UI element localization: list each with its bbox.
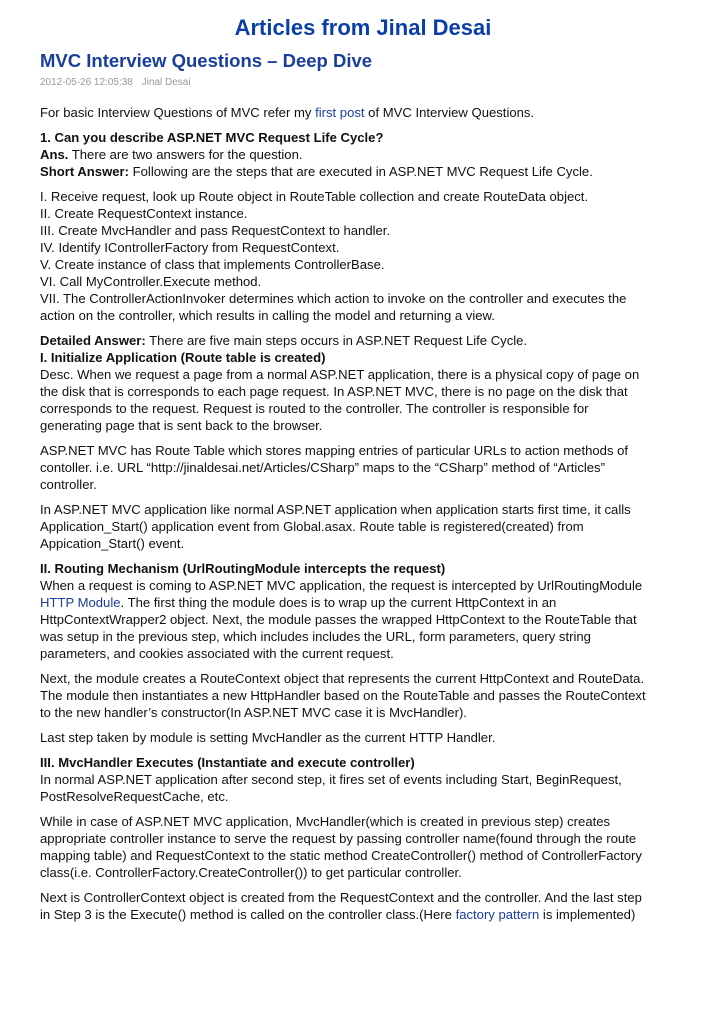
factory-pattern-link[interactable]: factory pattern — [455, 907, 540, 922]
detailed-answer-block: Detailed Answer: There are five main steps occurs in ASP.NET Request Life Cycle. I. Initialize Application (Route table is created) Desc. When we request a page from a normal ASP.NET application, there is a physical copy of page on the disk that is corresponds to each page request. In ASP.NET MVC, there is no page on the disk that corresponds to the request. Request is routed to the controller. The controller is responsible for generating page that is sent back to the browser. — [40, 332, 686, 434]
step-item: action on the controller, which results in calling the model and returning a view. — [40, 308, 495, 323]
article-title: MVC Interview Questions – Deep Dive — [40, 50, 373, 71]
section-3-block — [40, 754, 686, 805]
paragraph-line: parameters, and cookies associated with the current request. — [40, 646, 394, 661]
step-item: IV. Identify IControllerFactory from RequestContext. — [40, 240, 340, 255]
step-item: V. Create instance of class that implements ControllerBase. — [40, 257, 385, 272]
section-3-heading: III. MvcHandler Executes (Instantiate and execute controller) — [40, 755, 415, 770]
paragraph-line: In ASP.NET MVC application like normal ASP.NET application when application starts first time, it calls — [40, 502, 631, 517]
paragraph-line: ASP.NET MVC has Route Table which stores mapping entries of particular URLs to action methods of — [40, 443, 629, 458]
detailed-answer-label: Detailed Answer: — [40, 333, 146, 348]
paragraph-line: When a request is coming to ASP.NET MVC application, the request is intercepted by UrlRoutingModule — [40, 578, 643, 593]
paragraph-line: Application_Start() application event from Global.asax. Route table is registered(created) from — [40, 519, 584, 534]
step-item: VII. The ControllerActionInvoker determines which action to invoke on the controller and executes the — [40, 291, 627, 306]
paragraph-line: generating page that is sent back to the browser. — [40, 418, 323, 433]
paragraph-line: Next is ControllerContext object is created from the RequestContext and the controller. And the last step — [40, 890, 642, 905]
paragraph-line: The module then instantiates a new HttpHandler based on the RouteTable and passes the RouteContext — [40, 688, 646, 703]
route-table-paragraph — [40, 442, 686, 493]
article-author: Jinal Desai — [141, 77, 191, 88]
step-item: I. Receive request, look up Route object in RouteTable collection and create RouteData object. — [40, 189, 589, 204]
application-start-paragraph — [40, 501, 686, 552]
article-meta — [40, 76, 686, 89]
section-2-heading: II. Routing Mechanism (UrlRoutingModule intercepts the request) — [40, 561, 446, 576]
site-title: Articles from Jinal Desai — [234, 15, 492, 40]
question-1-heading: 1. Can you describe ASP.NET MVC Request Life Cycle? — [40, 130, 384, 145]
paragraph-line: corresponds to the request. Request is routed to the controller. The controller is responsible for — [40, 401, 589, 416]
short-answer-label: Short Answer: — [40, 164, 129, 179]
step-item: VI. Call MyController.Execute method. — [40, 274, 262, 289]
question-1-block: 1. Can you describe ASP.NET MVC Request Life Cycle? Ans. There are two answers for the question. Short Answer: Following are the steps that are executed in ASP.NET MVC Request Life Cycle. — [40, 130, 593, 179]
paragraph-line: class(i.e. ControllerFactory.CreateController()) to get particular controller. — [40, 865, 462, 880]
step-item: III. Create MvcHandler and pass RequestContext to handler. — [40, 223, 391, 238]
paragraph-line: was setup in the previous step, which includes includes the URL, form parameters, query string — [40, 629, 591, 644]
paragraph-line: While in case of ASP.NET MVC application, MvcHandler(which is created in previous step) creates — [40, 814, 611, 829]
paragraph-line: Next, the module creates a RouteContext object that represents the current HttpContext and RouteData. — [40, 671, 645, 686]
article-date: 2012-05-26 12:05:38 — [40, 77, 133, 88]
paragraph-line: HttpContextWrapper2 object. Next, the module passes the wrapped HttpContext to the RouteTable that — [40, 612, 637, 627]
first-post-link[interactable]: first post — [315, 105, 365, 120]
last-step-paragraph — [40, 729, 686, 746]
paragraph-line: to the new handler’s constructor(In ASP.NET MVC case it is MvcHandler). — [40, 705, 467, 720]
step-item: II. Create RequestContext instance. — [40, 206, 248, 221]
intro-paragraph: For basic Interview Questions of MVC refer my first post of MVC Interview Questions. — [40, 105, 535, 120]
section-2-block — [40, 560, 686, 662]
paragraph-line: appropriate controller instance to serve the request by passing controller name(found through the route — [40, 831, 637, 846]
http-module-link[interactable]: HTTP Module — [40, 595, 121, 610]
controller-context-paragraph — [40, 889, 686, 923]
section-1-heading: I. Initialize Application (Route table is created) — [40, 350, 326, 365]
paragraph-line: In normal ASP.NET application after second step, it fires set of events including Start, BeginRequest, — [40, 772, 622, 787]
paragraph-line: the disk that is corresponds to each page request. In ASP.NET MVC, there is no page on the disk that — [40, 384, 628, 399]
route-context-paragraph — [40, 670, 686, 721]
paragraph-line: PostResolveRequestCache, etc. — [40, 789, 229, 804]
paragraph-line: contoller. i.e. URL “http://jinaldesai.net/Articles/CSharp” maps to the “CSharp” method of “Articles” — [40, 460, 605, 475]
paragraph-line: controller. — [40, 477, 97, 492]
answer-label: Ans. — [40, 147, 69, 162]
paragraph-line: mapping table) and RequestContext to the static method CreateController() method of ControllerFactory — [40, 848, 642, 863]
paragraph-line: HTTP Module. The first thing the module does is to wrap up the current HttpContext in an — [40, 595, 557, 610]
paragraph-line: Appication_Start() event. — [40, 536, 185, 551]
steps-list — [40, 188, 686, 324]
controller-factory-paragraph — [40, 813, 686, 881]
paragraph-line: Desc. When we request a page from a normal ASP.NET application, there is a physical copy of page on — [40, 367, 640, 382]
paragraph-line: in Step 3 is the Execute() method is called on the controller class.(Here factory pattern is implemented) — [40, 907, 636, 922]
paragraph-line: Last step taken by module is setting MvcHandler as the current HTTP Handler. — [40, 730, 496, 745]
